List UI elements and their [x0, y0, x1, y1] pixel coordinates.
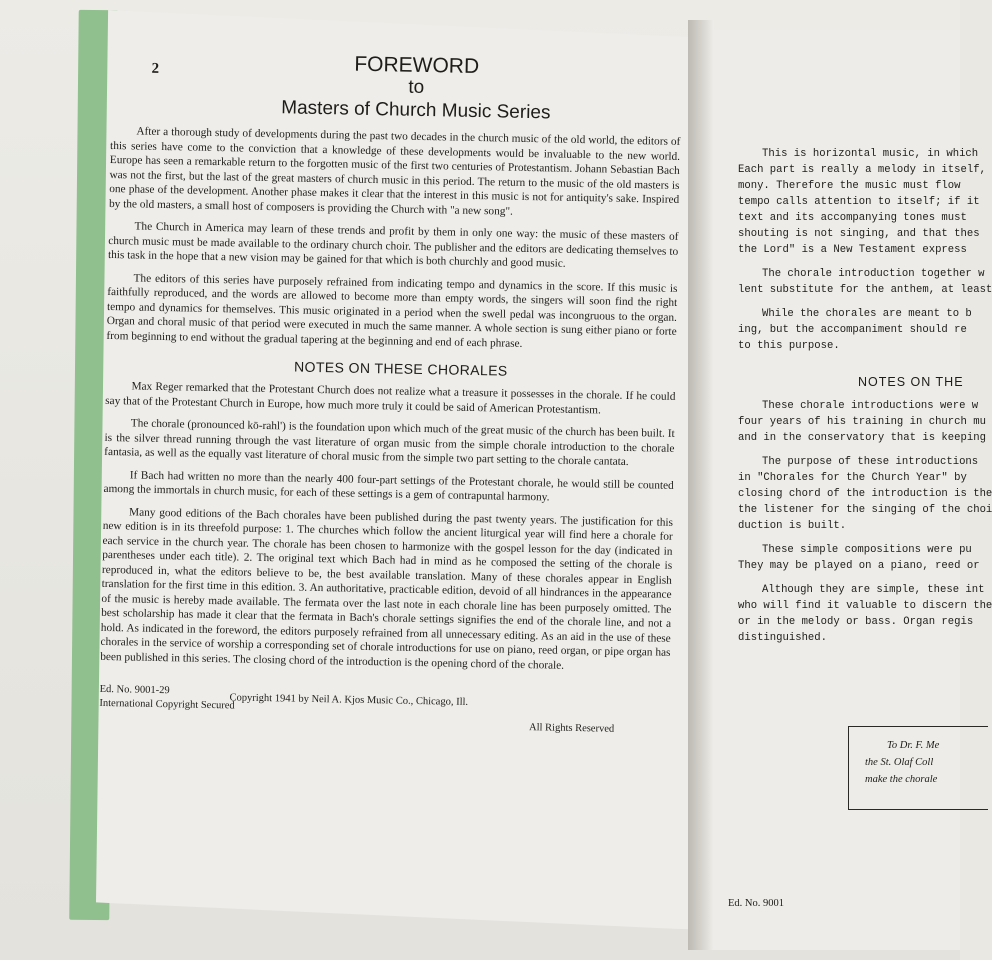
text-line: The chorale introduction together w [762, 268, 985, 280]
text-line: lent substitute for the anthem, at least [738, 284, 992, 296]
notes-heading: NOTES ON THESE CHORALES [293, 358, 508, 379]
all-rights-reserved: All Rights Reserved [528, 722, 615, 735]
text-line: tempo calls attention to itself; if it [738, 196, 980, 208]
text-line: or in the melody or bass. Organ regis [738, 616, 974, 628]
notes-paragraph: The chorale (pronounced kō-rahl') is the foundation upon which much of the great music of the church has been built. It is the silver thread running through the vast literature of organ music from the simple chorale introduction to the chorale fantasia, as well as the equally vast literature of choral music from the simple two part setting to the chorale cantata. [104, 417, 675, 468]
dedication-line: the St. Olaf Coll [865, 757, 934, 768]
title-series: Masters of Church Music Series [281, 97, 551, 124]
text-line: shouting is not singing, and that thes [738, 228, 980, 240]
text-line: who will find it valuable to discern the [738, 600, 992, 612]
edition-number: Ed. No. 9001-29 [99, 683, 170, 697]
text-line: mony. Therefore the music must flow [738, 180, 961, 192]
text-line: They may be played on a piano, reed or [738, 560, 980, 572]
right-edition-number: Ed. No. 9001 [728, 898, 784, 909]
foreword-paragraph: After a thorough study of developments during the past two decades in the church music of the old world, the editors of this series have come to the conviction that a knowledge of these developments would be invaluable to the new world. Europe has seen a remarkable return to the forgotten music of the first two centuries of Protestantism. Johann Sebastian Bach was not the first, but the last of the great masters of church music in this period. The return to the music of the old masters is one phase of the development. Another phase makes it clear that the interest in this music is not for antiquity's sake. Inspired by the old masters, a small host of composers is providing the Church with "a new song". [108, 125, 681, 218]
text-line: in "Chorales for the Church Year" by [738, 472, 967, 484]
text-line: This is horizontal music, in which [762, 148, 979, 160]
title-foreword: FOREWORD [354, 52, 480, 79]
text-line: distinguished. [738, 632, 828, 644]
text-line: to this purpose. [738, 340, 840, 352]
text-line: duction is built. [738, 520, 847, 532]
text-line: the Lord" is a New Testament express [738, 244, 967, 256]
text-line: the listener for the singing of the choi [738, 504, 992, 516]
foreword-paragraph: The Church in America may learn of these trends and profit by them in only one way: the music of these masters of church music must be made available to the ordinary church choir. The publisher and the editors are dedicating themselves to this task in the hope that a new vision may be gained for that which is both churchly and good music. [107, 220, 679, 270]
foreword-paragraph: The editors of this series have purposely refrained from indicating tempo and dynamics in the score. If this music is faithfully reproduced, and the words are allowed to become more than empty words, the singers will soon find the right tempo and dynamics for themselves. This music originated in a period when the swell pedal was incongruous to the organ. Organ and choral music of that period were executed in much the same manner. A whole section is sung either piano or forte from beginning to end without the gradual tapering at the beginning and end of each phrase. [106, 271, 678, 350]
notes-paragraph: Max Reger remarked that the Protestant Church does not realize what a treasure it possesses in the chorale. If he could say that of the Protestant Church in Europe, how much more truly it could be said of American Protestantism. [105, 380, 676, 416]
text-line: Although they are simple, these int [762, 584, 985, 596]
left-page-footer [99, 672, 670, 743]
notes-paragraph: If Bach had written no more than the nearly 400 four-part settings of the Protestant chorale, he would still be counted among the immortals in church music, for each of these settings is a gem of contrapuntal harmony. [103, 468, 674, 504]
text-line: While the chorales are meant to b [762, 308, 972, 320]
book-gutter [688, 20, 714, 950]
international-copyright: International Copyright Secured [99, 697, 235, 712]
text-line: The purpose of these introductions [762, 456, 979, 468]
right-notes-heading: NOTES ON THE [858, 375, 964, 389]
text-line: ing, but the accompaniment should re [738, 324, 967, 336]
page-number: 2 [151, 60, 160, 77]
left-page-content [99, 48, 682, 743]
title-to: to [408, 76, 425, 98]
copyright-notice: Copyright 1941 by Neil A. Kjos Music Co., Chicago, Ill. [229, 692, 469, 708]
dedication-line: make the chorale [865, 774, 938, 785]
text-line: four years of his training in church mu [738, 416, 986, 428]
text-line: These simple compositions were pu [762, 544, 972, 556]
dedication-line: To Dr. F. Me [887, 740, 940, 751]
dedication-box [848, 726, 988, 810]
notes-paragraph: Many good editions of the Bach chorales have been published during the past twenty years. The justification for this new edition is in its threefold purpose: 1. The churches which follow the ancient liturgical year will find here a chorale for each service in the church year. The chorale has been chosen to harmonize with the gospel lesson for the day (indicated in parentheses under each title). 2. The original text which Bach had in mind as he composed the setting of the chorale is reproduced in, what the editors believe to be, the best available translation. Many of these chorales appear in English translation for the first time in this edition. 3. An authoritative, practicable edition, devoid of all hindrances in the appearance of the music is hereby made available. The fermata over the last note in each chorale line has been purposely omitted. The best scholarship has made it clear that the fermata in Bach's chorale settings signifies the end of the chorale line, and not a hold. As indicated in the foreword, the editors purposely refrained from all unnecessary editing. As an aid in the use of these chorales in the service of worship a corresponding set of chorale introductions for use on piano, reed organ, or pipe organ has been published in this series. The closing chord of the introduction is the opening chord of the chorale. [100, 505, 674, 672]
text-line: text and its accompanying tones must [738, 212, 967, 224]
text-line: closing chord of the introduction is the [738, 488, 992, 500]
text-line: These chorale introductions were w [762, 400, 979, 412]
right-page-content [738, 146, 992, 646]
text-line: Each part is really a melody in itself, [738, 164, 986, 176]
text-line: and in the conservatory that is keeping [738, 432, 986, 444]
